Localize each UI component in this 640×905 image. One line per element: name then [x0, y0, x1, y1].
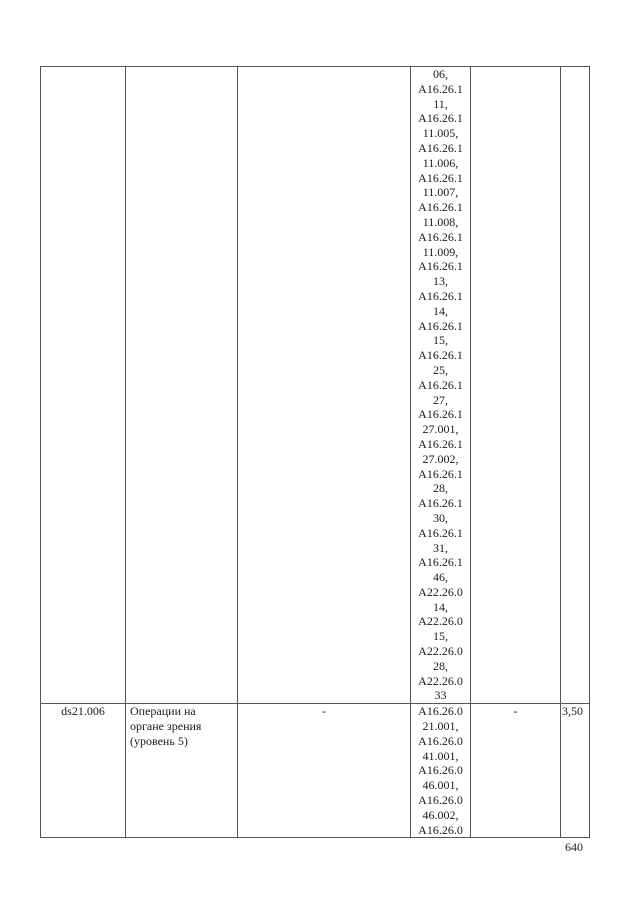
service-code-line: 14,: [433, 599, 448, 614]
service-code-line: 46.002,: [422, 807, 459, 822]
service-code-line: A22.26.0: [418, 644, 463, 659]
cell-other: [471, 67, 561, 704]
service-code-line: 28,: [433, 481, 448, 496]
service-code-line: A16.26.0: [418, 733, 463, 748]
service-code-line: A16.26.1: [418, 377, 463, 392]
service-code-line: 27,: [433, 392, 448, 407]
service-code-line: A16.26.1: [418, 348, 463, 363]
service-code-line: 11.009,: [422, 244, 459, 259]
service-code-line: 15,: [433, 629, 448, 644]
service-code-line: A16.26.1: [418, 407, 463, 422]
service-code-line: 11.008,: [422, 214, 459, 229]
service-code-line: A16.26.0: [418, 704, 463, 719]
cell-name: [126, 704, 238, 838]
service-code-line: A16.26.1: [418, 111, 463, 126]
cell-code: ds21.006: [41, 704, 126, 838]
cell-service-codes: [411, 704, 471, 838]
group-name-line: (уровень 5): [130, 733, 188, 748]
cell-coefficient: [561, 67, 590, 704]
service-code-line: 06,: [433, 67, 448, 81]
service-code-line: 11.007,: [422, 185, 459, 200]
service-code-line: 46,: [433, 570, 448, 585]
service-code-line: A16.26.1: [418, 170, 463, 185]
service-code-line: 31,: [433, 540, 448, 555]
service-code-line: 14,: [433, 303, 448, 318]
service-code-line: 21.001,: [422, 719, 459, 734]
service-code-line: A16.26.1: [418, 200, 463, 215]
service-code-line: A16.26.1: [418, 496, 463, 511]
service-code-line: 11.005,: [422, 126, 459, 141]
service-code-line: A16.26.1: [418, 288, 463, 303]
service-code-line: A22.26.0: [418, 584, 463, 599]
service-code-line: A16.26.1: [418, 259, 463, 274]
service-code-line: 15,: [433, 333, 448, 348]
service-code-line: A22.26.0: [418, 614, 463, 629]
service-code-line: A16.26.1: [418, 436, 463, 451]
service-code-line: 27.002,: [422, 451, 459, 466]
cell-coefficient: 3,50: [561, 704, 590, 838]
service-code-line: A16.26.1: [418, 318, 463, 333]
service-code-line: A16.26.1: [418, 525, 463, 540]
service-code-line: 25,: [433, 362, 448, 377]
cell-code: [41, 67, 126, 704]
service-code-line: 11.006,: [422, 155, 459, 170]
service-code-line: A16.26.1: [418, 140, 463, 155]
service-code-line: 13,: [433, 274, 448, 289]
service-code-line: A16.26.1: [418, 555, 463, 570]
group-name: [130, 704, 237, 748]
service-code-line: A22.26.0: [418, 673, 463, 688]
service-code-line: 33: [434, 688, 447, 703]
service-codes-list: [411, 704, 470, 837]
cell-diagnosis: [238, 67, 411, 704]
service-code-line: 41.001,: [422, 748, 459, 763]
cell-other: -: [471, 704, 561, 838]
group-name-line: Операции на: [130, 704, 196, 719]
service-codes-list: [411, 67, 470, 703]
service-code-line: A16.26.1: [418, 466, 463, 481]
service-code-line: 46.001,: [422, 778, 459, 793]
service-code-line: A16.26.0: [418, 763, 463, 778]
table-row: [41, 704, 590, 838]
service-code-line: 30,: [433, 510, 448, 525]
tariff-table: [40, 66, 590, 838]
page-number: 640: [565, 840, 583, 854]
service-code-line: A16.26.0: [418, 793, 463, 808]
cell-diagnosis: -: [238, 704, 411, 838]
group-name-line: органе зрения: [130, 719, 202, 734]
cell-service-codes: [411, 67, 471, 704]
service-code-line: 28,: [433, 658, 448, 673]
service-code-line: A16.26.1: [418, 81, 463, 96]
service-code-line: A16.26.1: [418, 229, 463, 244]
service-code-line: 27.001,: [422, 422, 459, 437]
cell-name: [126, 67, 238, 704]
service-code-line: A16.26.0: [418, 822, 463, 837]
table-row-continuation: [41, 67, 590, 704]
service-code-line: 11,: [433, 96, 448, 111]
